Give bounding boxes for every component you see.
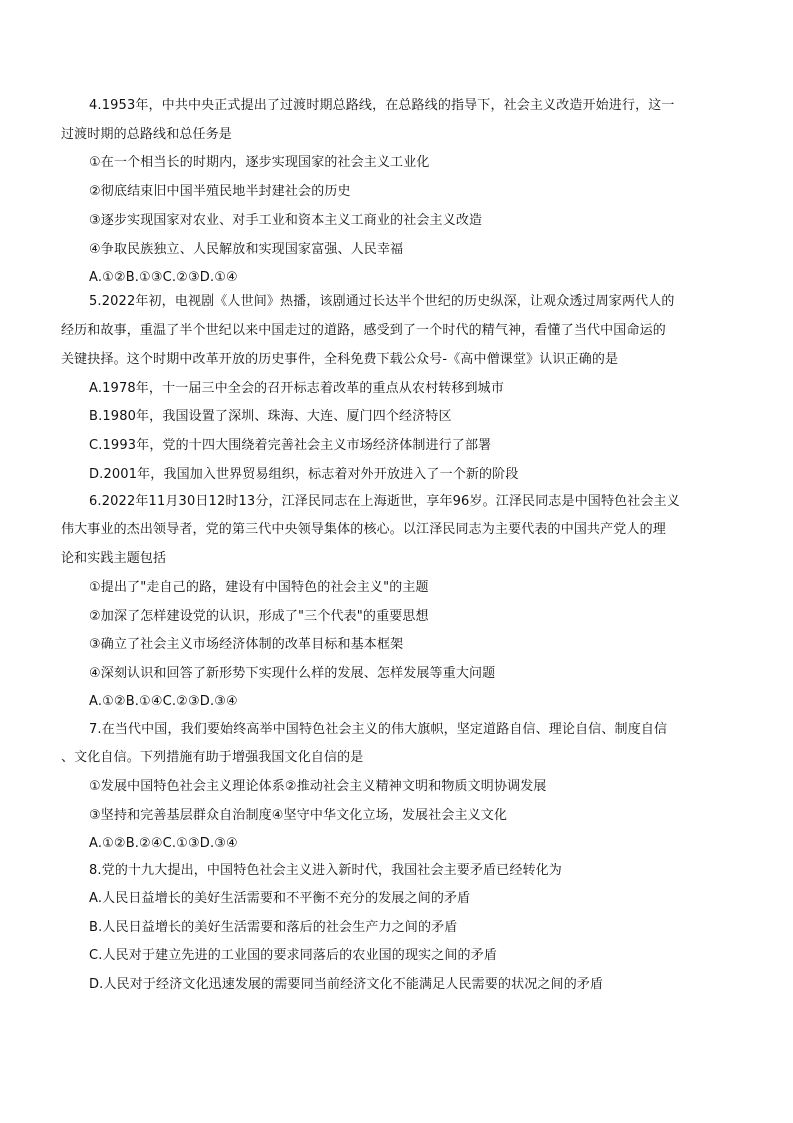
q7-stem-line-1: 7.在当代中国，我们要始终高举中国特色社会主义的伟大旗帜，坚定道路自信、理论自信、制度自信 bbox=[89, 722, 668, 737]
q8-option-c: C.人民对于建立先进的工业国的要求同落后的农业国的现实之间的矛盾 bbox=[89, 948, 498, 963]
q6-stem-line-3: 论和实践主题包括 bbox=[61, 551, 167, 566]
q6-item-2: ②加深了怎样建设党的认识，形成了"三个代表"的重要思想 bbox=[89, 609, 429, 624]
q5-option-c: C.1993年，党的十四大围绕着完善社会主义市场经济体制进行了部署 bbox=[89, 438, 492, 453]
q5-stem-line-3: 关键抉择。这个时期中改革开放的历史事件，全科免费下载公众号-《高中僧课堂》认识正确的是 bbox=[61, 352, 619, 367]
q6-item-1: ①提出了"走自己的路，建设有中国特色的社会主义"的主题 bbox=[89, 580, 429, 595]
q4-item-2: ②彻底结束旧中国半殖民地半封建社会的历史 bbox=[89, 184, 351, 199]
q7-item-line-2: ③坚持和完善基层群众自治制度④坚守中华文化立场，发展社会主义文化 bbox=[89, 808, 508, 823]
q6-answer-options: A.①②B.①④C.②③D.③④ bbox=[89, 694, 238, 709]
q8-stem-line-1: 8.党的十九大提出，中国特色社会主义进入新时代，我国社会主要矛盾已经转化为 bbox=[89, 863, 562, 878]
q4-item-3: ③逐步实现国家对农业、对手工业和资本主义工商业的社会主义改造 bbox=[89, 213, 483, 228]
q7-answer-options: A.①②B.②④C.①③D.③④ bbox=[89, 836, 238, 851]
q4-item-4: ④争取民族独立、人民解放和实现国家富强、人民幸福 bbox=[89, 242, 404, 257]
q4-stem-line-1: 4.1953年，中共中央正式提出了过渡时期总路线，在总路线的指导下，社会主义改造开始进行，这一 bbox=[89, 98, 675, 113]
q4-answer-options: A.①②B.①③C.②③D.①④ bbox=[89, 270, 238, 285]
q8-option-d: D.人民对于经济文化迅速发展的需要同当前经济文化不能满足人民需要的状况之间的矛盾 bbox=[89, 977, 604, 992]
q7-item-line-1: ①发展中国特色社会主义理论体系②推动社会主义精神文明和物质文明协调发展 bbox=[89, 779, 547, 794]
q5-option-d: D.2001年，我国加入世界贸易组织，标志着对外开放进入了一个新的阶段 bbox=[89, 467, 519, 482]
q5-stem-line-1: 5.2022年初，电视剧《人世间》热播，该剧通过长达半个世纪的历史纵深，让观众透过周家两代人的 bbox=[89, 294, 675, 309]
q8-option-b: B.人民日益增长的美好生活需要和落后的社会生产力之间的矛盾 bbox=[89, 920, 458, 935]
q6-stem-line-2: 伟大事业的杰出领导者，党的第三代中央领导集体的核心。以江泽民同志为主要代表的中国共产党人的理 bbox=[61, 522, 666, 537]
q5-stem-line-2: 经历和故事，重温了半个世纪以来中国走过的道路，感受到了一个时代的精气神，看懂了当代中国命运的 bbox=[61, 323, 666, 338]
q6-item-4: ④深刻认识和回答了新形势下实现什么样的发展、怎样发展等重大问题 bbox=[89, 666, 496, 681]
q6-stem-line-1: 6.2022年11月30日12时13分，江泽民同志在上海逝世，享年96岁。江泽民同志是中国特色社会主义 bbox=[89, 494, 680, 509]
q6-item-3: ③确立了社会主义市场经济体制的改革目标和基本框架 bbox=[89, 637, 404, 652]
q7-stem-line-2: 、文化自信。下列措施有助于增强我国文化自信的是 bbox=[61, 750, 364, 765]
q4-item-1: ①在一个相当长的时期内，逐步实现国家的社会主义工业化 bbox=[89, 155, 430, 170]
q4-stem-line-2: 过渡时期的总路线和总任务是 bbox=[61, 127, 232, 142]
q5-option-a: A.1978年，十一届三中全会的召开标志着改革的重点从农村转移到城市 bbox=[89, 381, 504, 396]
q8-option-a: A.人民日益增长的美好生活需要和不平衡不充分的发展之间的矛盾 bbox=[89, 891, 471, 906]
q5-option-b: B.1980年，我国设置了深圳、珠海、大连、厦门四个经济特区 bbox=[89, 409, 452, 424]
